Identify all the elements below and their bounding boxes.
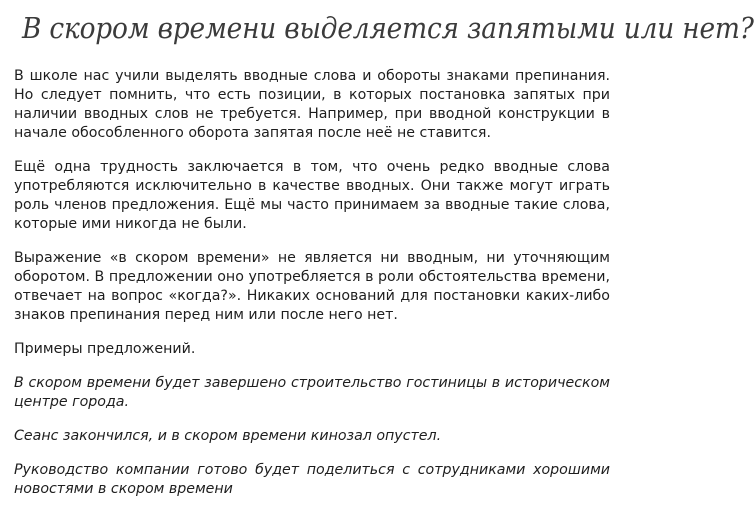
examples-heading: Примеры предложений. [14,341,196,357]
example-sentence-3: Руководство компании готово будет поделиться с сотрудниками хорошими новостями в скором времени [14,462,610,497]
example-sentence-2: Сеанс закончился, и в скором времени кинозал опустел. [14,428,442,444]
page-title: В скором времени выделяется запятыми или нет? [22,11,754,45]
paragraph-explanation: Выражение «в скором времени» не является ни вводным, ни уточняющим оборотом. В предложении оно употребляется в роли обстоятельства времени, отвечает на вопрос «когда?». Никаких оснований для постановки каких-либо знаков препинания перед ним или после него нет. [14,250,610,323]
paragraph-difficulty: Ещё одна трудность заключается в том, что очень редко вводные слова употребляются исключительно в качестве вводных. Они также могут играть роль членов предложения. Ещё мы часто принимаем за вводные такие слова, которые ими никогда не были. [14,159,610,232]
paragraph-intro: В школе нас учили выделять вводные слова и обороты знаками препинания. Но следует помнить, что есть позиции, в которых постановка запятых при наличии вводных слов не требуется. Например, при вводной конструкции в начале обособленного оборота запятая после неё не ставится. [14,68,610,141]
example-sentence-1: В скором времени будет завершено строительство гостиницы в историческом центре города. [14,375,610,410]
article-body [14,67,610,514]
